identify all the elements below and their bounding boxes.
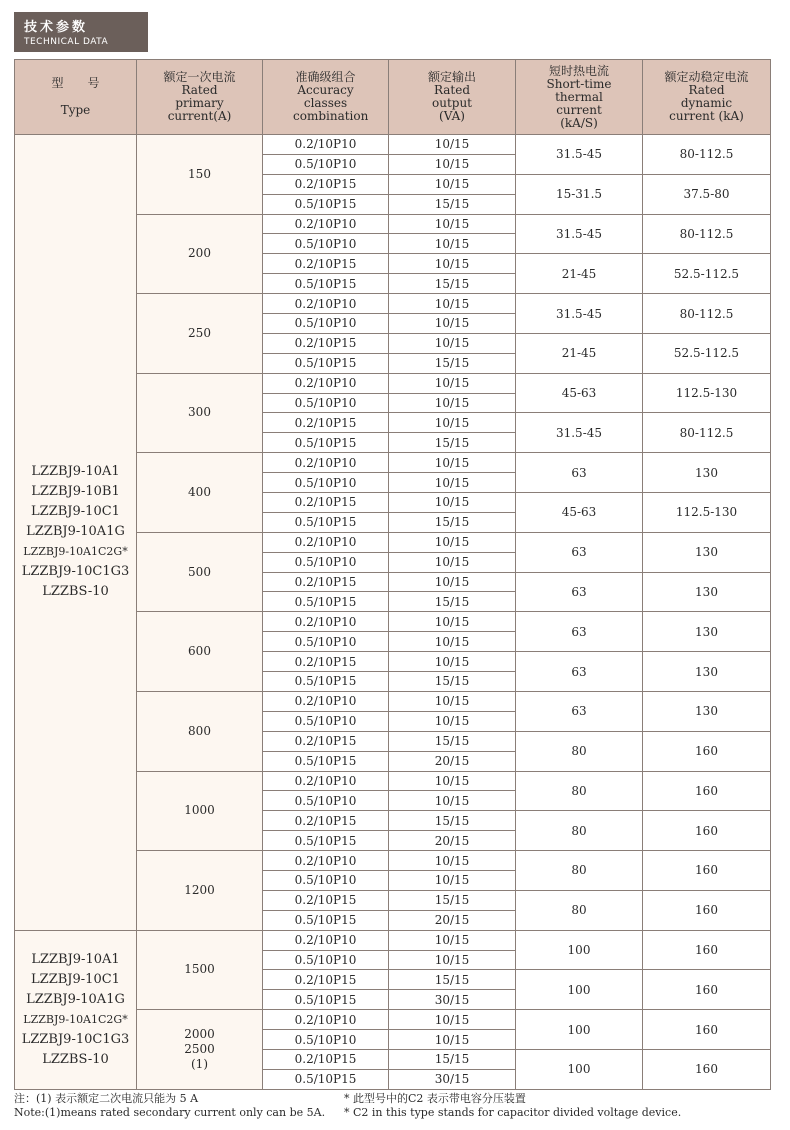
output-cell: 10/15 (389, 1030, 516, 1050)
thermal-current-cell: 80 (516, 771, 643, 811)
output-cell: 10/15 (389, 851, 516, 871)
thermal-current-cell: 63 (516, 572, 643, 612)
output-cell: 15/15 (389, 731, 516, 751)
output-cell: 10/15 (389, 135, 516, 155)
dynamic-current-cell: 160 (643, 851, 771, 891)
dynamic-current-cell: 130 (643, 691, 771, 731)
output-cell: 10/15 (389, 552, 516, 572)
thermal-current-cell: 80 (516, 811, 643, 851)
model-name: LZZBJ9-10C1G3 (21, 564, 130, 580)
output-cell: 10/15 (389, 214, 516, 234)
output-cell: 10/15 (389, 373, 516, 393)
primary-current-cell: 150 (137, 135, 263, 215)
accuracy-cell: 0.2/10P15 (263, 572, 389, 592)
accuracy-cell: 0.5/10P15 (263, 1069, 389, 1089)
output-cell: 15/15 (389, 592, 516, 612)
primary-current-cell: 400 (137, 453, 263, 533)
col-header-en: Rated primary current(A) (167, 83, 232, 123)
accuracy-cell: 0.2/10P15 (263, 333, 389, 353)
primary-current-cell: 1500 (137, 930, 263, 1010)
thermal-current-cell: 80 (516, 851, 643, 891)
output-cell: 15/15 (389, 433, 516, 453)
output-cell: 15/15 (389, 353, 516, 373)
thermal-current-cell: 21-45 (516, 333, 643, 373)
col-header-type (15, 60, 137, 135)
model-name: LZZBJ9-10A1G (26, 524, 125, 540)
accuracy-cell: 0.2/10P10 (263, 851, 389, 871)
col-header-thermal (516, 60, 643, 135)
col-header-cn: 额定一次电流 (163, 70, 236, 84)
thermal-current-cell: 63 (516, 453, 643, 493)
accuracy-cell: 0.5/10P10 (263, 393, 389, 413)
output-cell: 10/15 (389, 473, 516, 493)
output-cell: 15/15 (389, 890, 516, 910)
model-name: LZZBJ9-10C1 (31, 504, 120, 520)
accuracy-cell: 0.5/10P15 (263, 592, 389, 612)
output-cell: 10/15 (389, 493, 516, 513)
output-cell: 15/15 (389, 970, 516, 990)
dynamic-current-cell: 112.5-130 (643, 373, 771, 413)
thermal-current-cell: 31.5-45 (516, 294, 643, 334)
accuracy-cell: 0.5/10P15 (263, 353, 389, 373)
accuracy-cell: 0.2/10P10 (263, 453, 389, 473)
output-cell: 10/15 (389, 333, 516, 353)
dynamic-current-cell: 160 (643, 731, 771, 771)
technical-data-table (14, 59, 771, 1090)
note-secondary-current (14, 1092, 344, 1120)
col-header-accuracy (263, 60, 389, 135)
accuracy-cell: 0.5/10P15 (263, 433, 389, 453)
thermal-current-cell: 80 (516, 890, 643, 930)
note-text-cn: 注：(1) 表示额定二次电流只能为 5 A (14, 1092, 199, 1105)
col-header-en: Accuracy classes combination (293, 83, 369, 123)
note-text-cn: * 此型号中的C2 表示带电容分压装置 (344, 1092, 526, 1105)
output-cell: 10/15 (389, 771, 516, 791)
col-header-primary-current (137, 60, 263, 135)
col-header-cn: 短时热电流 (548, 63, 609, 78)
output-cell: 10/15 (389, 950, 516, 970)
dynamic-current-cell: 130 (643, 612, 771, 652)
output-cell: 10/15 (389, 234, 516, 254)
output-cell: 10/15 (389, 453, 516, 473)
accuracy-cell: 0.2/10P15 (263, 652, 389, 672)
accuracy-cell: 0.5/10P15 (263, 672, 389, 692)
dynamic-current-cell: 112.5-130 (643, 493, 771, 533)
col-header-output (389, 60, 516, 135)
thermal-current-cell: 100 (516, 1049, 643, 1089)
accuracy-cell: 0.5/10P10 (263, 314, 389, 334)
accuracy-cell: 0.2/10P15 (263, 413, 389, 433)
output-cell: 10/15 (389, 413, 516, 433)
output-cell: 20/15 (389, 831, 516, 851)
dynamic-current-cell: 37.5-80 (643, 174, 771, 214)
accuracy-cell: 0.5/10P10 (263, 632, 389, 652)
dynamic-current-cell: 160 (643, 811, 771, 851)
primary-current-cell: 600 (137, 612, 263, 692)
accuracy-cell: 0.5/10P10 (263, 234, 389, 254)
accuracy-cell: 0.5/10P10 (263, 552, 389, 572)
output-cell: 15/15 (389, 1049, 516, 1069)
primary-current-cell: 200 (137, 214, 263, 294)
accuracy-cell: 0.2/10P15 (263, 970, 389, 990)
accuracy-cell: 0.5/10P10 (263, 1030, 389, 1050)
col-header-en: Type (60, 103, 91, 117)
thermal-current-cell: 63 (516, 691, 643, 731)
thermal-current-cell: 31.5-45 (516, 135, 643, 175)
accuracy-cell: 0.5/10P15 (263, 910, 389, 930)
output-cell: 10/15 (389, 1010, 516, 1030)
model-name: LZZBJ9-10A1C2G* (23, 545, 128, 559)
dynamic-current-cell: 130 (643, 572, 771, 612)
output-cell: 10/15 (389, 791, 516, 811)
model-name: LZZBJ9-10C1G3 (21, 1031, 130, 1047)
dynamic-current-cell: 80-112.5 (643, 413, 771, 453)
accuracy-cell: 0.5/10P15 (263, 274, 389, 294)
accuracy-cell: 0.2/10P15 (263, 811, 389, 831)
thermal-current-cell: 63 (516, 532, 643, 572)
section-header (14, 12, 148, 52)
primary-current-cell: 250 (137, 294, 263, 374)
accuracy-cell: 0.2/10P10 (263, 294, 389, 314)
model-type-cell (15, 930, 137, 1089)
output-cell: 20/15 (389, 910, 516, 930)
model-name: LZZBJ9-10A1 (31, 464, 120, 480)
output-cell: 15/15 (389, 672, 516, 692)
dynamic-current-cell: 160 (643, 1049, 771, 1089)
dynamic-current-cell: 80-112.5 (643, 294, 771, 334)
accuracy-cell: 0.5/10P15 (263, 990, 389, 1010)
output-cell: 10/15 (389, 174, 516, 194)
output-cell: 10/15 (389, 294, 516, 314)
col-header-cn: 额定输出 (427, 70, 476, 84)
dynamic-current-cell: 52.5-112.5 (643, 254, 771, 294)
accuracy-cell: 0.5/10P15 (263, 751, 389, 771)
model-type-cell (15, 135, 137, 931)
note-capacitor (344, 1092, 774, 1120)
thermal-current-cell: 63 (516, 612, 643, 652)
model-name: LZZBS-10 (42, 584, 109, 600)
model-name: LZZBJ9-10A1G (26, 991, 125, 1007)
output-cell: 30/15 (389, 1069, 516, 1089)
output-cell: 20/15 (389, 751, 516, 771)
accuracy-cell: 0.2/10P10 (263, 373, 389, 393)
output-cell: 15/15 (389, 194, 516, 214)
thermal-current-cell: 100 (516, 930, 643, 970)
table-header (15, 60, 771, 135)
dynamic-current-cell: 160 (643, 1010, 771, 1050)
accuracy-cell: 0.5/10P10 (263, 950, 389, 970)
accuracy-cell: 0.5/10P15 (263, 194, 389, 214)
accuracy-cell: 0.5/10P10 (263, 473, 389, 493)
thermal-current-cell: 100 (516, 1010, 643, 1050)
dynamic-current-cell: 160 (643, 930, 771, 970)
col-header-cn: 准确级组合 (295, 70, 356, 84)
col-header-dynamic (643, 60, 771, 135)
model-name: LZZBS-10 (42, 1051, 109, 1067)
accuracy-cell: 0.5/10P15 (263, 512, 389, 532)
accuracy-cell: 0.2/10P15 (263, 1049, 389, 1069)
output-cell: 10/15 (389, 254, 516, 274)
thermal-current-cell: 31.5-45 (516, 413, 643, 453)
accuracy-cell: 0.2/10P15 (263, 254, 389, 274)
col-header-cn: 额定动稳定电流 (664, 70, 749, 84)
col-header-en: Rated output (VA) (431, 83, 472, 123)
model-name: LZZBJ9-10A1 (31, 951, 120, 967)
accuracy-cell: 0.2/10P10 (263, 532, 389, 552)
col-header-en: Short-time thermal current (kA/S) (546, 76, 612, 130)
output-cell: 10/15 (389, 532, 516, 552)
accuracy-cell: 0.5/10P10 (263, 870, 389, 890)
dynamic-current-cell: 130 (643, 453, 771, 493)
dynamic-current-cell: 130 (643, 532, 771, 572)
note-text-en: Note:(1)means rated secondary current only can be 5A. (14, 1106, 326, 1119)
output-cell: 30/15 (389, 990, 516, 1010)
accuracy-cell: 0.2/10P10 (263, 214, 389, 234)
accuracy-cell: 0.2/10P10 (263, 135, 389, 155)
accuracy-cell: 0.2/10P10 (263, 930, 389, 950)
dynamic-current-cell: 52.5-112.5 (643, 333, 771, 373)
output-cell: 15/15 (389, 274, 516, 294)
dynamic-current-cell: 160 (643, 970, 771, 1010)
accuracy-cell: 0.2/10P10 (263, 1010, 389, 1030)
note-text-en: * C2 in this type stands for capacitor divided voltage device. (344, 1106, 682, 1119)
accuracy-cell: 0.2/10P15 (263, 493, 389, 513)
primary-current-cell: 800 (137, 691, 263, 771)
dynamic-current-cell: 80-112.5 (643, 135, 771, 175)
thermal-current-cell: 80 (516, 731, 643, 771)
output-cell: 10/15 (389, 691, 516, 711)
col-header-en: Rated dynamic current (kA) (669, 83, 744, 123)
section-title-en: TECHNICAL DATA (24, 37, 109, 47)
primary-current-cell: 500 (137, 532, 263, 612)
primary-current-cell: 300 (137, 373, 263, 453)
thermal-current-cell: 45-63 (516, 493, 643, 533)
accuracy-cell: 0.2/10P15 (263, 890, 389, 910)
accuracy-cell: 0.2/10P15 (263, 731, 389, 751)
output-cell: 10/15 (389, 314, 516, 334)
model-name: LZZBJ9-10A1C2G* (23, 1012, 128, 1026)
accuracy-cell: 0.2/10P15 (263, 174, 389, 194)
model-name: LZZBJ9-10C1 (31, 971, 120, 987)
output-cell: 10/15 (389, 393, 516, 413)
thermal-current-cell: 63 (516, 652, 643, 692)
table-row (15, 930, 771, 950)
output-cell: 15/15 (389, 512, 516, 532)
output-cell: 10/15 (389, 154, 516, 174)
output-cell: 10/15 (389, 572, 516, 592)
thermal-current-cell: 100 (516, 970, 643, 1010)
output-cell: 10/15 (389, 652, 516, 672)
primary-current-cell: 1000 (137, 771, 263, 851)
dynamic-current-cell: 130 (643, 652, 771, 692)
accuracy-cell: 0.5/10P15 (263, 831, 389, 851)
model-name: LZZBJ9-10B1 (31, 484, 120, 500)
thermal-current-cell: 15-31.5 (516, 174, 643, 214)
accuracy-cell: 0.5/10P10 (263, 791, 389, 811)
output-cell: 15/15 (389, 811, 516, 831)
output-cell: 10/15 (389, 632, 516, 652)
output-cell: 10/15 (389, 930, 516, 950)
output-cell: 10/15 (389, 612, 516, 632)
output-cell: 10/15 (389, 711, 516, 731)
dynamic-current-cell: 160 (643, 890, 771, 930)
dynamic-current-cell: 160 (643, 771, 771, 811)
accuracy-cell: 0.2/10P10 (263, 771, 389, 791)
accuracy-cell: 0.2/10P10 (263, 691, 389, 711)
accuracy-cell: 0.2/10P10 (263, 612, 389, 632)
table-body (15, 135, 771, 1090)
output-cell: 10/15 (389, 870, 516, 890)
thermal-current-cell: 21-45 (516, 254, 643, 294)
thermal-current-cell: 31.5-45 (516, 214, 643, 254)
accuracy-cell: 0.5/10P10 (263, 711, 389, 731)
primary-current-cell: 1200 (137, 851, 263, 931)
col-header-cn: 型 号 (51, 76, 100, 90)
thermal-current-cell: 45-63 (516, 373, 643, 413)
primary-current-cell: 2000 2500 (1) (137, 1010, 263, 1090)
accuracy-cell: 0.5/10P10 (263, 154, 389, 174)
dynamic-current-cell: 80-112.5 (643, 214, 771, 254)
section-title-cn: 技术参数 (24, 20, 89, 35)
table-row (15, 135, 771, 155)
